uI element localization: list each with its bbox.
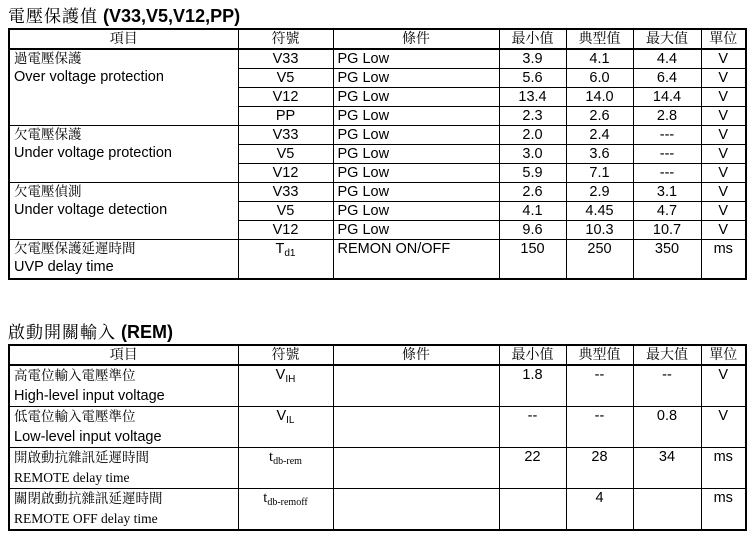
symbol-subscript: db-remoff [267, 497, 308, 508]
unit-cell: V [701, 49, 746, 69]
condition-cell [333, 365, 499, 407]
header-condition: 條件 [333, 345, 499, 365]
symbol-cell: V33 [238, 183, 333, 202]
unit-cell: V [701, 145, 746, 164]
item-label-en: Over voltage protection [14, 69, 164, 85]
section-title-remote-input [8, 318, 173, 343]
min-cell: 3.9 [499, 49, 566, 69]
unit-cell: V [701, 202, 746, 221]
condition-cell: PG Low [333, 49, 499, 69]
item-label-en: Under voltage protection [14, 145, 172, 161]
table-row [9, 49, 746, 69]
unit-cell: V [701, 407, 746, 448]
header-symbol: 符號 [238, 29, 333, 49]
typ-cell: 10.3 [566, 221, 633, 240]
typ-cell: 2.6 [566, 107, 633, 126]
max-cell: 0.8 [633, 407, 701, 448]
item-label-zh: 欠電壓保護延遲時間 [14, 241, 136, 257]
min-cell: 5.6 [499, 69, 566, 88]
typ-cell: 2.4 [566, 126, 633, 145]
symbol-cell: V33 [238, 49, 333, 69]
condition-cell: PG Low [333, 126, 499, 145]
condition-cell: PG Low [333, 145, 499, 164]
min-cell: 150 [499, 240, 566, 280]
unit-cell: V [701, 69, 746, 88]
condition-cell [333, 448, 499, 489]
symbol-base: T [275, 241, 285, 257]
typ-cell: 4 [566, 489, 633, 531]
header-condition: 條件 [333, 29, 499, 49]
header-symbol: 符號 [238, 345, 333, 365]
item-cell-uvp-delay [9, 240, 238, 280]
max-cell: --- [633, 145, 701, 164]
condition-cell: PG Low [333, 88, 499, 107]
max-cell: 6.4 [633, 69, 701, 88]
condition-cell [333, 407, 499, 448]
symbol-cell: V12 [238, 164, 333, 183]
table-row [9, 240, 746, 280]
item-label-zh: 欠電壓偵測 [14, 184, 82, 200]
symbol-base: V [275, 367, 286, 383]
unit-cell: ms [701, 448, 746, 489]
section-title-latin: (REM) [121, 322, 174, 342]
item-label-zh: 高電位輸入電壓準位 [14, 368, 136, 384]
item-cell-uvp [9, 126, 238, 183]
header-min: 最小值 [499, 29, 566, 49]
section-title-voltage-protection [8, 2, 240, 27]
symbol-cell: V33 [238, 126, 333, 145]
min-cell: 4.1 [499, 202, 566, 221]
min-cell: -- [499, 407, 566, 448]
min-cell: 5.9 [499, 164, 566, 183]
unit-cell: ms [701, 240, 746, 280]
header-unit: 單位 [701, 345, 746, 365]
table-row [9, 407, 746, 448]
unit-cell: V [701, 88, 746, 107]
unit-cell: V [701, 107, 746, 126]
min-cell: 22 [499, 448, 566, 489]
header-typ: 典型值 [566, 29, 633, 49]
table-header-row [9, 345, 746, 365]
typ-cell: 3.6 [566, 145, 633, 164]
typ-cell: 2.9 [566, 183, 633, 202]
symbol-cell: V5 [238, 69, 333, 88]
section-title-cjk: 啟動開關輸入 [8, 323, 116, 343]
min-cell: 13.4 [499, 88, 566, 107]
item-label-en: REMOTE delay time [14, 470, 130, 485]
symbol-cell: V12 [238, 88, 333, 107]
header-min: 最小值 [499, 345, 566, 365]
typ-cell: 4.45 [566, 202, 633, 221]
typ-cell: 4.1 [566, 49, 633, 69]
item-cell-ovp [9, 49, 238, 126]
item-cell [9, 365, 238, 407]
symbol-base: V [276, 408, 287, 424]
condition-cell: PG Low [333, 69, 499, 88]
unit-cell: V [701, 164, 746, 183]
item-label-en: REMOTE OFF delay time [14, 511, 158, 526]
min-cell: 2.6 [499, 183, 566, 202]
max-cell: --- [633, 164, 701, 183]
item-label-en: High-level input voltage [14, 388, 165, 404]
header-item: 項目 [9, 345, 238, 365]
symbol-subscript: d1 [284, 248, 296, 259]
symbol-cell: V5 [238, 145, 333, 164]
unit-cell: V [701, 183, 746, 202]
condition-cell: PG Low [333, 221, 499, 240]
condition-cell: REMON ON/OFF [333, 240, 499, 280]
item-cell [9, 489, 238, 531]
item-label-en: Low-level input voltage [14, 429, 162, 445]
symbol-cell: PP [238, 107, 333, 126]
item-label-zh: 低電位輸入電壓準位 [14, 409, 136, 425]
max-cell: 34 [633, 448, 701, 489]
item-label-en: Under voltage detection [14, 202, 168, 218]
header-unit: 單位 [701, 29, 746, 49]
typ-cell: -- [566, 407, 633, 448]
max-cell: 10.7 [633, 221, 701, 240]
min-cell [499, 489, 566, 531]
condition-cell: PG Low [333, 183, 499, 202]
min-cell: 2.0 [499, 126, 566, 145]
symbol-cell: V12 [238, 221, 333, 240]
remote-input-table [8, 344, 747, 531]
max-cell: 4.4 [633, 49, 701, 69]
typ-cell: -- [566, 365, 633, 407]
symbol-subscript: IL [286, 415, 295, 426]
item-label-zh: 過電壓保護 [14, 51, 82, 67]
symbol-subscript: IH [285, 374, 296, 385]
max-cell: -- [633, 365, 701, 407]
item-cell [9, 407, 238, 448]
section-title-cjk: 電壓保護值 [8, 7, 98, 27]
max-cell [633, 489, 701, 531]
max-cell: 4.7 [633, 202, 701, 221]
table-row [9, 489, 746, 531]
typ-cell: 250 [566, 240, 633, 280]
item-cell [9, 448, 238, 489]
symbol-base: t [263, 490, 268, 506]
max-cell: 3.1 [633, 183, 701, 202]
typ-cell: 6.0 [566, 69, 633, 88]
header-max: 最大值 [633, 345, 701, 365]
table-row [9, 365, 746, 407]
table-row [9, 183, 746, 202]
item-label-zh: 欠電壓保護 [14, 127, 82, 143]
condition-cell: PG Low [333, 164, 499, 183]
symbol-cell [238, 365, 333, 407]
typ-cell: 7.1 [566, 164, 633, 183]
header-item: 項目 [9, 29, 238, 49]
condition-cell: PG Low [333, 202, 499, 221]
condition-cell [333, 489, 499, 531]
table-row [9, 126, 746, 145]
max-cell: 14.4 [633, 88, 701, 107]
section-title-latin: (V33,V5,V12,PP) [103, 6, 241, 26]
typ-cell: 14.0 [566, 88, 633, 107]
max-cell: --- [633, 126, 701, 145]
item-label-zh: 開啟動抗雜訊延遲時間 [14, 450, 149, 466]
max-cell: 350 [633, 240, 701, 280]
symbol-base: t [269, 449, 274, 465]
symbol-cell [238, 489, 333, 531]
typ-cell: 28 [566, 448, 633, 489]
unit-cell: V [701, 365, 746, 407]
min-cell: 9.6 [499, 221, 566, 240]
condition-cell: PG Low [333, 107, 499, 126]
table-row [9, 448, 746, 489]
symbol-cell [238, 448, 333, 489]
min-cell: 2.3 [499, 107, 566, 126]
header-max: 最大值 [633, 29, 701, 49]
min-cell: 3.0 [499, 145, 566, 164]
unit-cell: V [701, 221, 746, 240]
voltage-protection-table [8, 28, 747, 280]
item-cell-uv-detection [9, 183, 238, 240]
unit-cell: V [701, 126, 746, 145]
min-cell: 1.8 [499, 365, 566, 407]
symbol-cell [238, 240, 333, 280]
symbol-subscript: db-rem [273, 456, 302, 467]
header-typ: 典型值 [566, 345, 633, 365]
item-label-en: UVP delay time [14, 259, 114, 275]
item-label-zh: 關閉啟動抗雜訊延遲時間 [14, 491, 163, 507]
unit-cell: ms [701, 489, 746, 531]
symbol-cell: V5 [238, 202, 333, 221]
table-header-row [9, 29, 746, 49]
max-cell: 2.8 [633, 107, 701, 126]
symbol-cell [238, 407, 333, 448]
